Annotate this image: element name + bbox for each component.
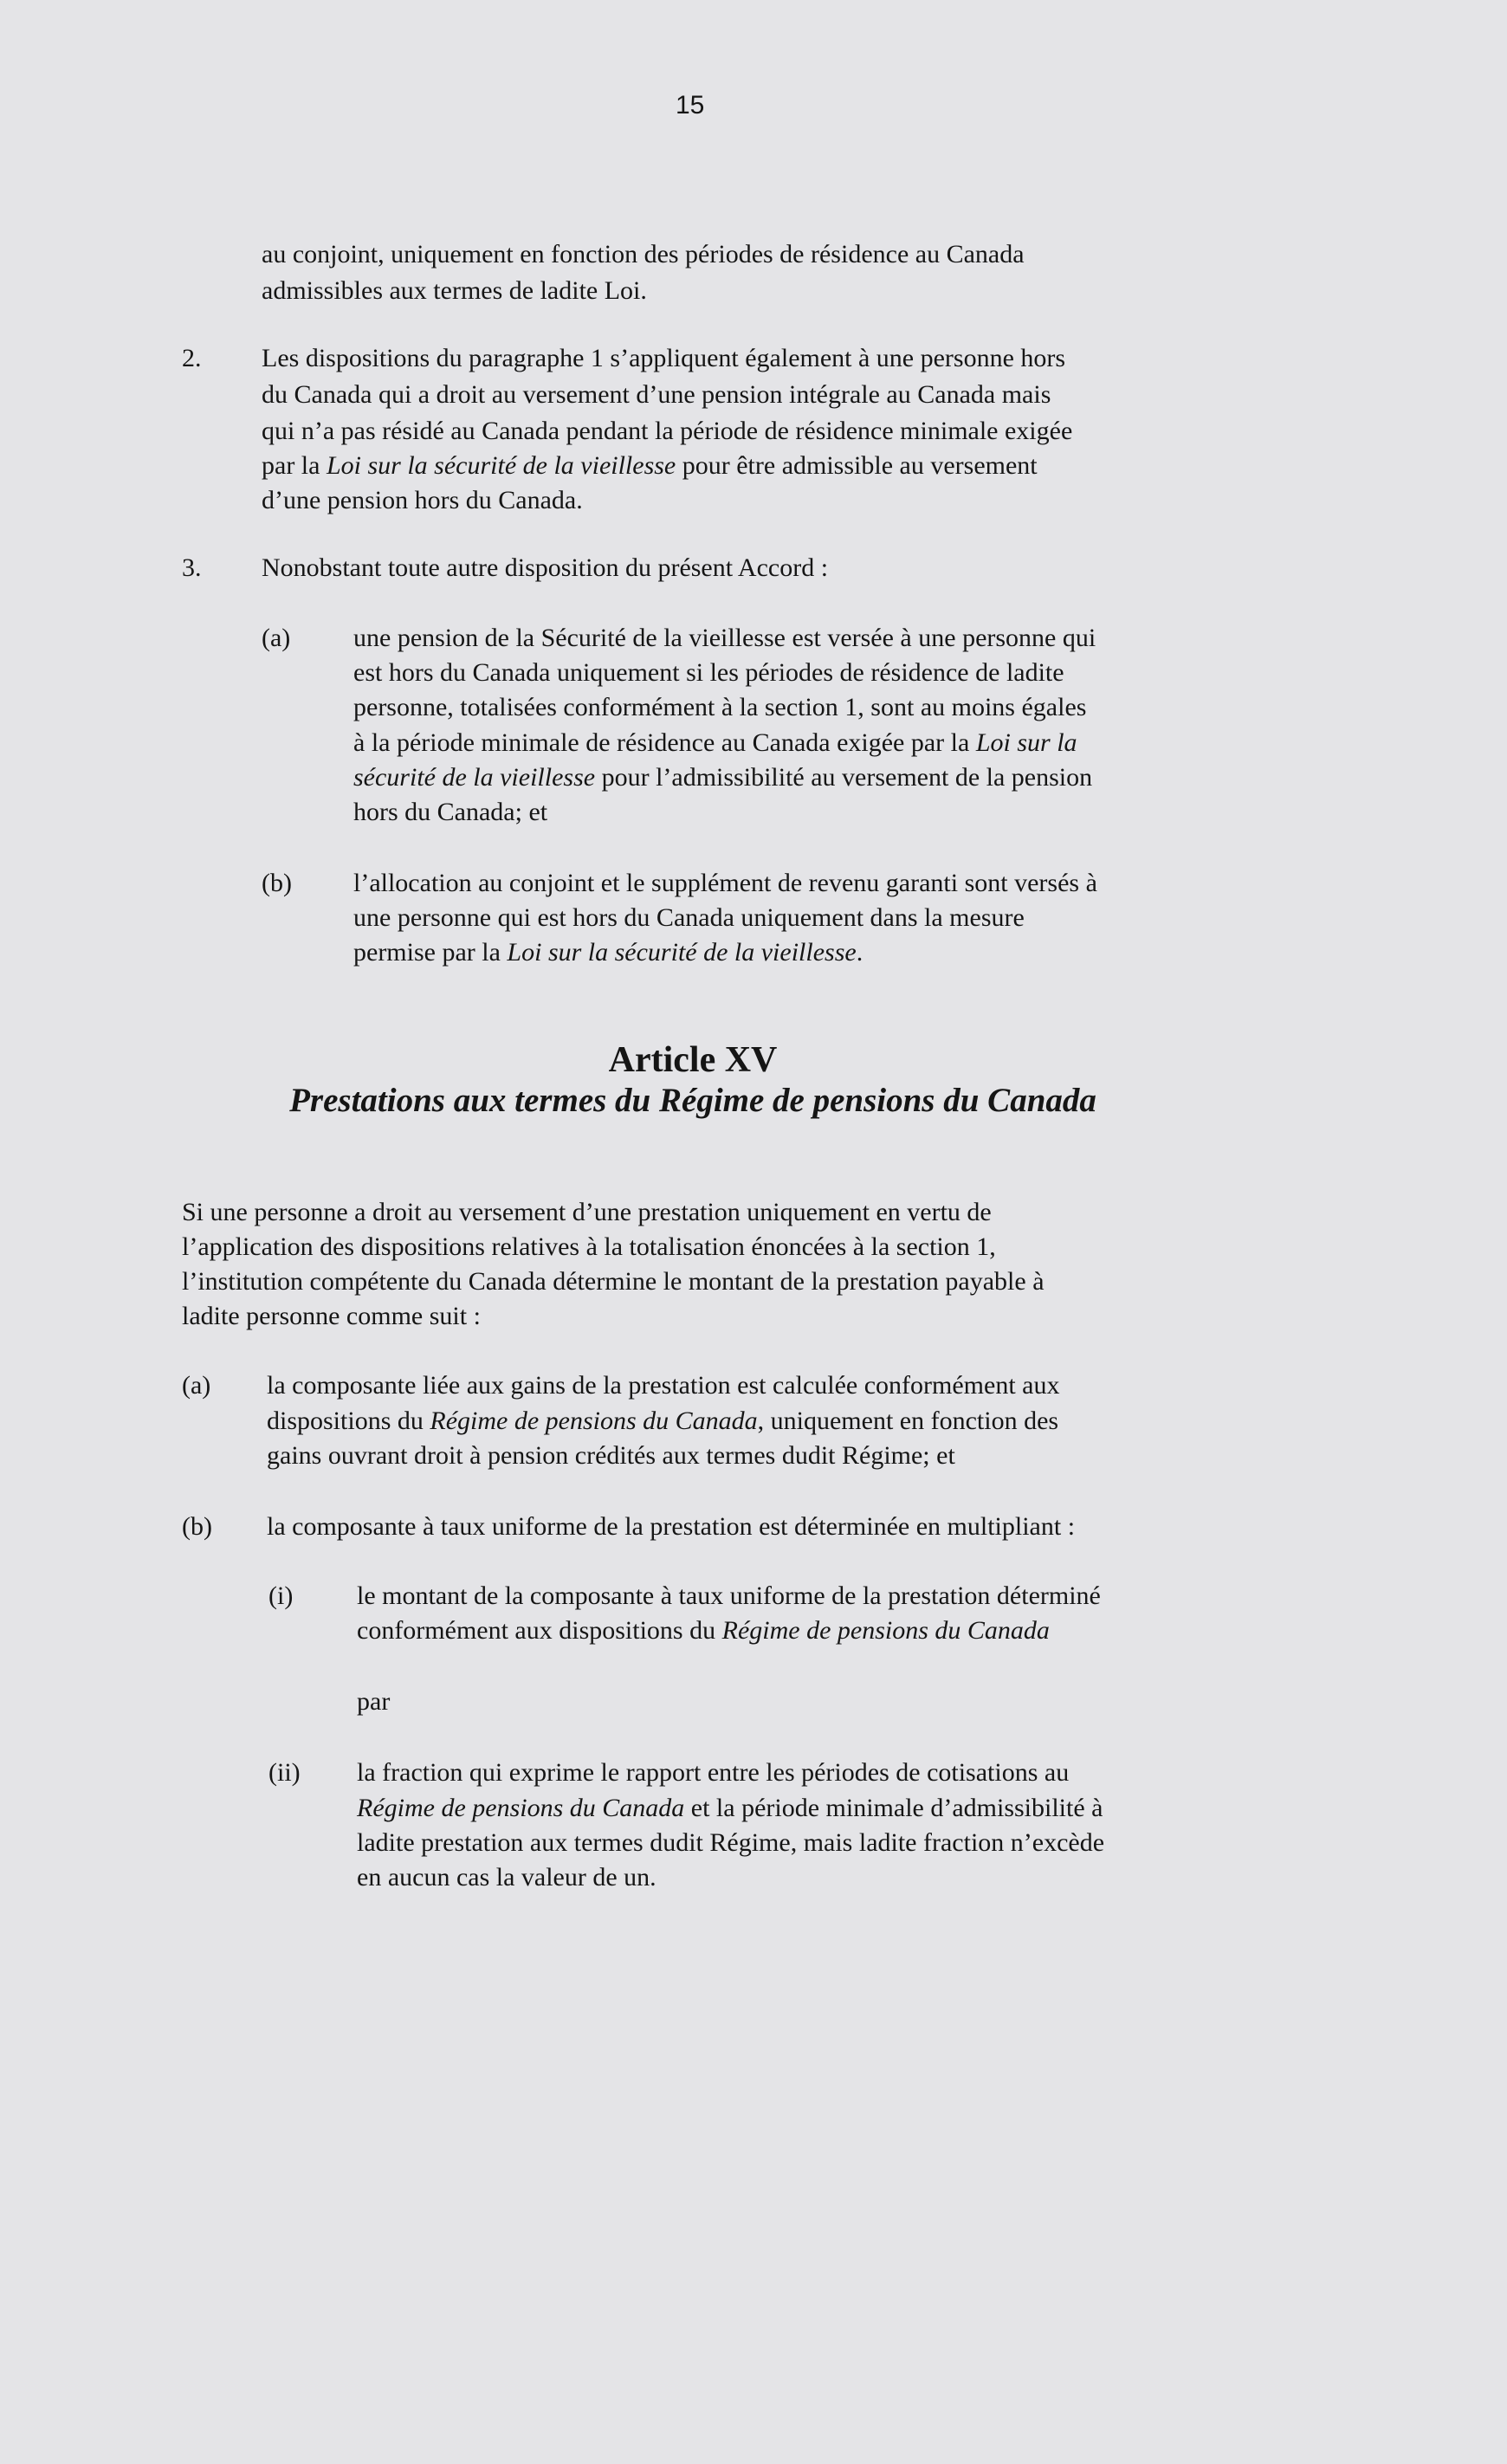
article-a-line-3: gains ouvrant droit à pension crédités aux termes dudit Régime; et [267, 1441, 955, 1470]
para3-b-line-3: permise par la Loi sur la sécurité de la vieillesse. [353, 938, 863, 967]
article-intro-line-2: l’application des dispositions relatives à la totalisation énoncées à la section 1, [182, 1232, 996, 1261]
act-reference: sécurité de la vieillesse [353, 763, 596, 792]
article-i-label: (i) [268, 1581, 294, 1610]
para2-line-1: Les dispositions du paragraphe 1 s’appliquent également à une personne hors [262, 344, 1066, 372]
article-title: Article XV [608, 1040, 778, 1080]
article-intro-line-4: ladite personne comme suit : [182, 1302, 481, 1330]
plan-reference: Régime de pensions du Canada [357, 1794, 685, 1822]
para3-b-line-1: l’allocation au conjoint et le supplément de revenu garanti sont versés à [353, 869, 1097, 897]
para2-line-3: qui n’a pas résidé au Canada pendant la période de résidence minimale exigée [262, 417, 1073, 445]
para1-line-1: au conjoint, uniquement en fonction des périodes de résidence au Canada [262, 240, 1025, 268]
article-ii-line-2: Régime de pensions du Canada et la période minimale d’admissibilité à [357, 1794, 1103, 1822]
para2-line-2: du Canada qui a droit au versement d’une pension intégrale au Canada mais [262, 380, 1051, 409]
page-number: 15 [676, 91, 705, 120]
para3-a-line-2: est hors du Canada uniquement si les périodes de résidence de ladite [353, 658, 1064, 687]
article-intro-line-3: l’institution compétente du Canada détermine le montant de la prestation payable à [182, 1267, 1045, 1296]
para3-a-line-4: à la période minimale de résidence au Canada exigée par la Loi sur la [353, 728, 1077, 757]
article-b-line-1: la composante à taux uniforme de la prestation est déterminée en multipliant : [267, 1512, 1076, 1541]
plan-reference: Régime de pensions du Canada [430, 1407, 758, 1435]
article-a-line-2: dispositions du Régime de pensions du Canada, uniquement en fonction des [267, 1407, 1059, 1435]
para1-line-2: admissibles aux termes de ladite Loi. [262, 276, 647, 305]
article-ii-line-4: en aucun cas la valeur de un. [357, 1863, 656, 1892]
para3-a-line-3: personne, totalisées conformément à la section 1, sont au moins égales [353, 693, 1087, 721]
para3-a-line-5: sécurité de la vieillesse pour l’admissibilité au versement de la pension [353, 763, 1093, 792]
para3-a-line-6: hors du Canada; et [353, 798, 548, 826]
para3-intro: Nonobstant toute autre disposition du présent Accord : [262, 553, 829, 582]
act-reference: Loi sur la [975, 728, 1077, 757]
article-i-line-1: le montant de la composante à taux uniforme de la prestation déterminé [357, 1581, 1101, 1610]
para2-number: 2. [182, 344, 202, 372]
para3-b-line-2: une personne qui est hors du Canada uniquement dans la mesure [353, 903, 1025, 932]
article-ii-line-3: ladite prestation aux termes dudit Régime, mais ladite fraction n’excède [357, 1828, 1105, 1857]
article-a-line-1: la composante liée aux gains de la prestation est calculée conformément aux [267, 1371, 1060, 1400]
article-ii-line-1: la fraction qui exprime le rapport entre les périodes de cotisations au [357, 1758, 1070, 1787]
act-reference: Loi sur la sécurité de la vieillesse [326, 451, 676, 480]
para3-a-line-1: une pension de la Sécurité de la vieillesse est versée à une personne qui [353, 624, 1096, 652]
para3-a-label: (a) [262, 624, 291, 652]
article-b-label: (b) [182, 1512, 212, 1541]
para3-b-label: (b) [262, 869, 292, 897]
para2-line-5: d’une pension hors du Canada. [262, 486, 583, 514]
article-a-label: (a) [182, 1371, 211, 1400]
para2-line-4: par la Loi sur la sécurité de la vieillesse pour être admissible au versement [262, 451, 1038, 480]
para3-number: 3. [182, 553, 202, 582]
article-intro-line-1: Si une personne a droit au versement d’une prestation uniquement en vertu de [182, 1198, 992, 1226]
article-i-line-2: conformément aux dispositions du Régime de pensions du Canada [357, 1616, 1050, 1645]
article-ii-label: (ii) [268, 1758, 301, 1787]
article-par: par [357, 1687, 391, 1716]
plan-reference: Régime de pensions du Canada [721, 1616, 1050, 1645]
article-subtitle: Prestations aux termes du Régime de pensions du Canada [289, 1082, 1096, 1119]
act-reference: Loi sur la sécurité de la vieillesse [507, 938, 857, 967]
